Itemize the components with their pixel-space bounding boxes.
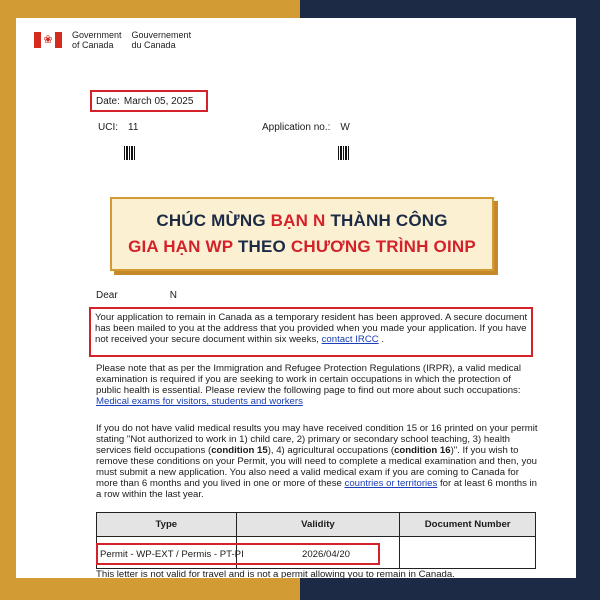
medical-notice-paragraph: Please note that as per the Immigration and Refugee Protection Regulations (IRPR), a valid medical examination is required if you are seeking to work in certain occupations in which the protection of public health is essential. Please review the following page to find out more about such occupations: Medical exams for visitors, students and workers <box>96 363 522 407</box>
contact-ircc-link[interactable]: contact IRCC <box>321 334 379 345</box>
date-value: March 05, 2025 <box>123 96 194 107</box>
approval-paragraph: Your application to remain in Canada as a temporary resident has been approved. A secure document has been mailed to you at the address that you provided when you made your application. If you have not received your secure document within six weeks, contact IRCC . <box>89 307 533 357</box>
gov-en-line1: Government <box>72 30 122 40</box>
salutation-name: N <box>169 290 177 301</box>
uci-label: UCI: <box>98 122 118 133</box>
gov-fr-line1: Gouvernement <box>131 30 192 40</box>
congratulation-banner <box>110 197 494 271</box>
salutation <box>96 290 177 301</box>
canada-flag-icon: ❀ <box>34 32 62 48</box>
application-label: Application no.: <box>262 122 331 133</box>
date-label: Date: <box>96 96 120 107</box>
application-barcode-icon <box>338 146 350 160</box>
banner-line-1: CHÚC MỪNG BẠN N THÀNH CÔNG <box>156 211 448 230</box>
government-name-fr <box>132 30 192 50</box>
date-highlight <box>90 90 208 112</box>
medical-exams-link[interactable]: Medical exams for visitors, students and workers <box>96 396 303 407</box>
table-header-type: Type <box>97 513 237 537</box>
permit-document-number-cell <box>400 537 536 569</box>
footnote: This letter is not valid for travel and is not a permit allowing you to remain in Canada. <box>96 569 455 578</box>
uci-barcode-icon <box>124 146 136 160</box>
government-name-en <box>72 30 122 50</box>
ircc-letter <box>16 18 576 578</box>
salutation-label: Dear <box>96 290 118 301</box>
gov-en-line2: of Canada <box>72 40 114 50</box>
table-header-row <box>97 513 536 537</box>
permit-validity-text: 2026/04/20 <box>302 549 351 560</box>
application-number-field <box>262 122 350 133</box>
government-signature <box>34 30 191 50</box>
permit-type-text: Permit - WP-EXT / Permis - PT-PI <box>100 549 244 560</box>
conditions-paragraph: If you do not have valid medical results you may have received condition 15 or 16 printed on your permit stating "Not authorized to work in 1) child care, 2) primary or secondary school teaching, 3) health services field occupations (condition 15), 4) agricultural occupations (condition 16)". If you wish to remove these conditions on your Permit, you will need to complete a medical examination and then, you must submit a new application. You also need a valid medical exam if you are coming to Canada for more than 6 months and you lived in one or more of these countries or territories for at least 6 months in a row within the last year. <box>96 423 538 500</box>
gov-fr-line2: du Canada <box>131 40 176 50</box>
table-header-document-number: Document Number <box>400 513 536 537</box>
banner-line-2: GIA HẠN WP THEO CHƯƠNG TRÌNH OINP <box>128 237 476 256</box>
table-header-validity: Validity <box>236 513 400 537</box>
uci-value: 11 <box>128 122 139 133</box>
uci-field <box>98 122 138 133</box>
application-value: W <box>340 122 350 133</box>
countries-territories-link[interactable]: countries or territories <box>344 478 438 489</box>
